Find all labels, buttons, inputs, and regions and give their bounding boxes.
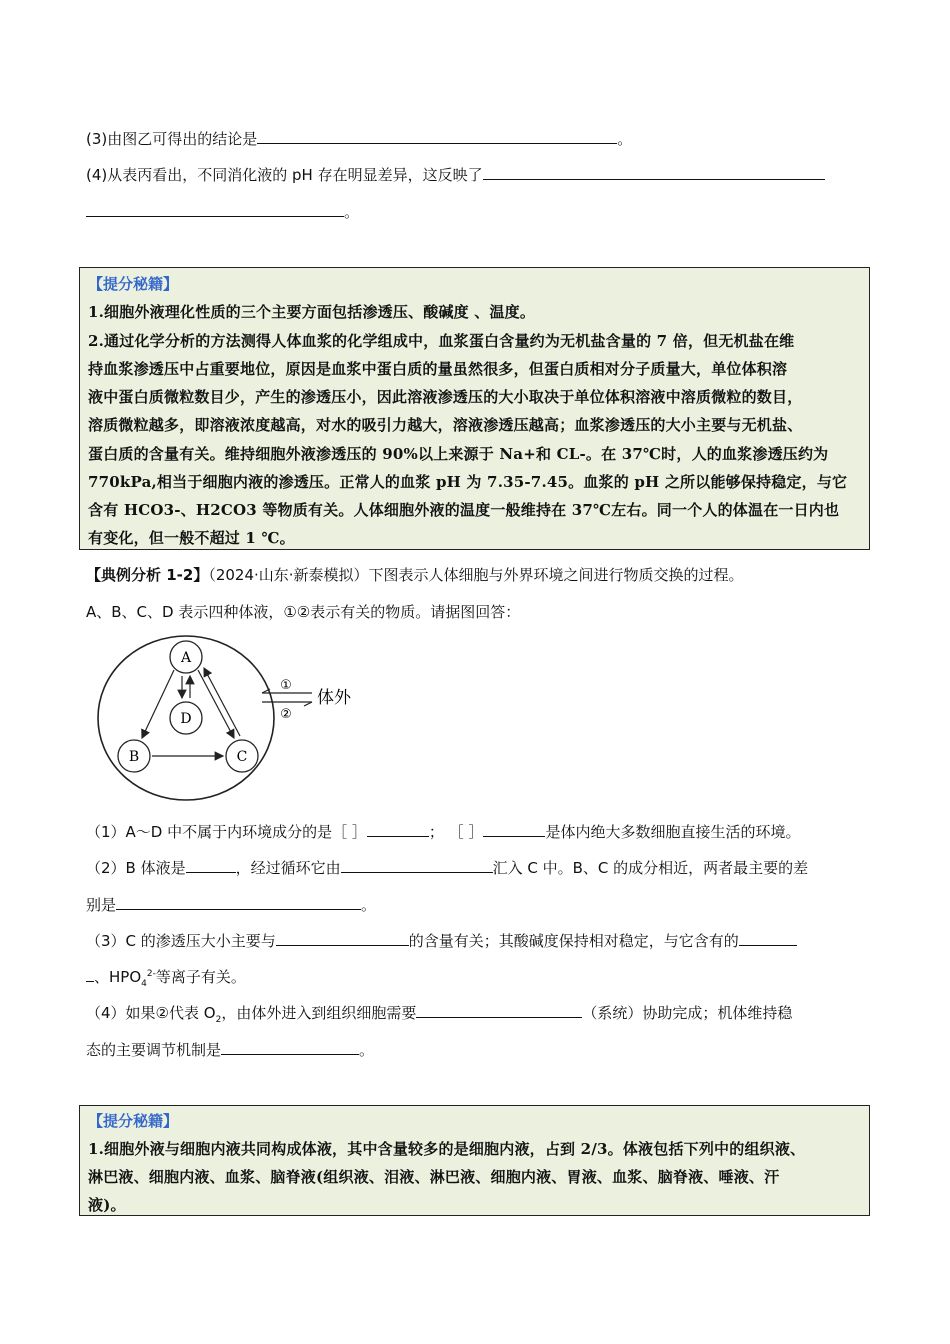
arrow-2-label: ② — [280, 707, 292, 722]
sub-question-4-cont: 态的主要调节机制是 。 — [86, 1041, 375, 1059]
tips-line: 淋巴液、细胞内液、血浆、脑脊液(组织液、泪液、淋巴液、细胞内液、胃液、血浆、脑脊液、唾液、汗 — [88, 1168, 780, 1186]
question-4-cont: 。 — [86, 201, 359, 222]
example-label: 【典例分析 1-2】 — [86, 566, 209, 584]
arrow-1-label: ① — [280, 678, 292, 693]
tips-line: 液)。 — [88, 1196, 126, 1214]
tips-line: 持血浆渗透压中占重要地位，原因是血浆中蛋白质的量虽然很多，但蛋白质相对分子质量大，单位体积溶 — [88, 360, 788, 378]
tips-header: 【提分秘籍】 — [88, 275, 179, 293]
tips-line: 溶质微粒越多，即溶液浓度越高，对水的吸引力越大，溶液渗透压越高；血浆渗透压的大小主要与无机盐、 — [88, 416, 803, 434]
sub-question-3: （3）C 的渗透压大小主要与 的含量有关；其酸碱度保持相对稳定，与它含有的 — [86, 930, 797, 951]
answer-blank[interactable] — [367, 822, 429, 837]
sub-question-1: （1）A～D 中不属于内环境成分的是［ ］ ； ［ ］ 是体内绝大多数细胞直接生活的环境。 — [86, 823, 801, 841]
answer-blank[interactable] — [186, 858, 236, 873]
tips-line: 蛋白质的含量有关。维持细胞外液渗透压的 90%以上来源于 Na+和 CL-。在 37℃时，人的血浆渗透压约为 — [88, 445, 829, 463]
arrow-a-to-b — [142, 670, 174, 738]
tips-line: 有变化，但一般不超过 1 ℃。 — [88, 529, 295, 547]
tips-line: 1.细胞外液与细胞内液共同构成体液，其中含量较多的是细胞内液，占到 2/3。体液包括下列中的组织液、 — [88, 1140, 806, 1158]
tips-line: 1.细胞外液理化性质的三个主要方面包括渗透压、酸碱度 、温度。 — [88, 303, 536, 321]
sub-question-2-cont: 别是 。 — [86, 896, 377, 914]
answer-blank[interactable] — [257, 129, 617, 144]
example-heading — [86, 564, 744, 585]
tips-line: 2.通过化学分析的方法测得人体血浆的化学组成中，血浆蛋白含量约为无机盐含量的 7 倍，但无机盐在维 — [88, 332, 795, 350]
tips-line: 含有 HCO3-、H2CO3 等物质有关。人体细胞外液的温度一般维持在 37℃左右。同一个人的体温在一日内也 — [88, 501, 840, 519]
example-source: （2024·山东·新泰模拟）下图表示人体细胞与外界环境之间进行物质交换的过程。 — [208, 566, 744, 584]
question-3: (3)由图乙可得出的结论是 。 — [86, 130, 633, 148]
tips-box-1 — [79, 267, 870, 550]
question-4-text: (4)从表丙看出，不同消化液的 pH 存在明显差异，这反映了 — [86, 166, 483, 184]
answer-blank[interactable] — [276, 931, 409, 946]
answer-blank[interactable] — [483, 165, 825, 180]
answer-blank[interactable] — [116, 895, 361, 910]
node-d-label: D — [180, 711, 192, 727]
answer-blank[interactable] — [739, 931, 797, 946]
tips-box-2 — [79, 1105, 870, 1216]
answer-blank[interactable] — [86, 967, 94, 982]
arrow-c-to-a — [204, 668, 240, 736]
sub-question-3-cont: 、$HPO_4^{2-}$等离子有关。 — [86, 966, 246, 989]
node-a-label: A — [180, 650, 192, 666]
tips-header: 【提分秘籍】 — [88, 1112, 179, 1130]
answer-blank[interactable] — [341, 858, 493, 873]
answer-blank[interactable] — [86, 202, 344, 217]
sub-question-4: （4）如果②代表 $O_2$，由体外进入到组织细胞需要 （系统）协助完成；机体维持稳 — [86, 1004, 793, 1025]
answer-blank[interactable] — [416, 1003, 582, 1018]
question-3-text: (3)由图乙可得出的结论是 — [86, 130, 258, 148]
arrow-a-to-c — [198, 670, 234, 738]
body-fluid-diagram — [90, 632, 370, 802]
question-4 — [86, 164, 825, 185]
example-line-2: A、B、C、D 表示四种体液，①②表示有关的物质。请据图回答： — [86, 603, 521, 621]
tips-line: 液中蛋白质微粒数目少，产生的渗透压小，因此溶液渗透压的大小取决于单位体积溶液中溶质微粒的数目， — [88, 388, 803, 406]
outside-label: 体外 — [317, 688, 351, 708]
sub-question-2: （2）B 体液是 ，经过循环它由 汇入 C 中。B、C 的成分相近，两者最主要的差 — [86, 859, 809, 877]
answer-blank[interactable] — [221, 1040, 359, 1055]
node-c-label: C — [236, 749, 248, 765]
answer-blank[interactable] — [483, 822, 545, 837]
node-b-label: B — [128, 749, 140, 765]
tips-line: 770kPa,相当于细胞内液的渗透压。正常人的血浆 pH 为 7.35-7.45。血浆的 pH 之所以能够保持稳定，与它 — [88, 473, 848, 491]
